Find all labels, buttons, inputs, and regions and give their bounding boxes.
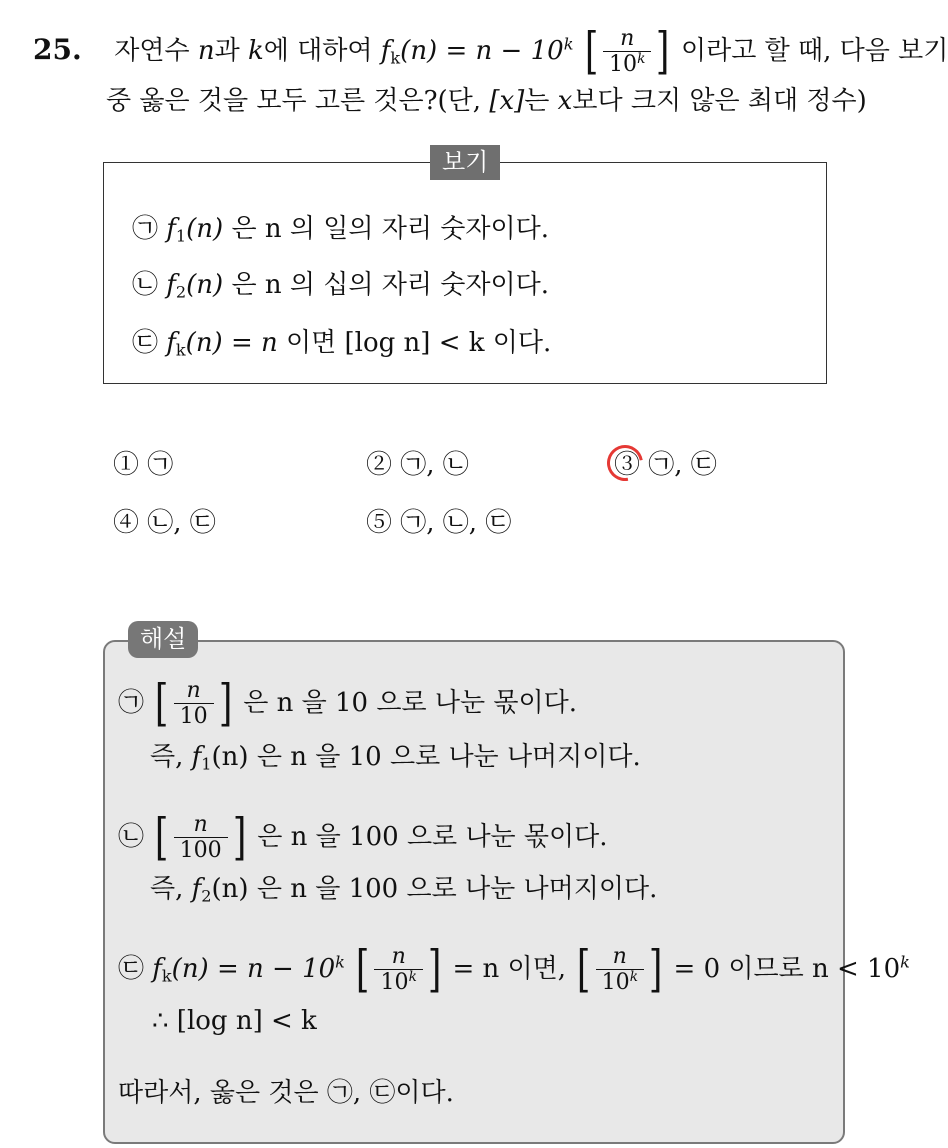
choice-num-2: ② — [366, 450, 393, 480]
solution-c-line-1: ㉢ $f_k(n) = n - 10^k$ [ $\frac{n}{10^k}$ ] = n 이면, [ $\frac{n}{10^k}$ ] = 0 이므로 $n < 10^k$ — [118, 940, 910, 999]
choice-4[interactable] — [113, 510, 216, 536]
solution-a-mark: ㉠ — [118, 687, 145, 718]
solution-label: 해설 — [128, 621, 198, 658]
question-number: 25. — [33, 33, 82, 67]
q-func-f: f — [380, 36, 391, 67]
choice-num-5: ⑤ — [366, 508, 393, 538]
choice-text-2: ㉠, ㉡ — [400, 450, 469, 480]
solution-a-line-2: 즉, $f_1(n)$ 은 n 을 10 으로 나눈 나머지이다. — [150, 742, 641, 774]
choice-num-4: ④ — [113, 508, 140, 538]
bracket-right: ] — [656, 22, 670, 81]
q-func-sub: k — [390, 48, 401, 68]
solution-c-fraction-1: $\frac{n}{10^k}$ — [374, 944, 422, 996]
question-line-2 — [106, 88, 867, 114]
choice-2[interactable] — [366, 452, 469, 478]
q-frac-num: n — [603, 26, 651, 52]
q2-text-2: 는 — [524, 86, 558, 116]
choice-text-3: ㉠, ㉢ — [648, 450, 717, 480]
choice-num-1: ① — [113, 450, 140, 480]
q-func-exp: k — [563, 34, 574, 54]
solution-a-line-1: ㉠ [ $\frac{n}{10}$ ] 은 n 을 10 으로 나눈 몫이다. — [118, 674, 577, 733]
q2-var-x: x — [557, 86, 573, 116]
q-text-2: 과 — [214, 36, 249, 67]
bogi-mark-2: ㉡ — [132, 270, 159, 300]
solution-b-fraction: $\frac{n}{100}$ — [174, 812, 228, 864]
choice-text-4: ㉡, ㉢ — [147, 508, 216, 538]
bogi-mark-1: ㉠ — [132, 214, 159, 244]
bogi-item-1: ㉠ $f_1(n)$ 은 n 의 일의 자리 숫자이다. — [132, 214, 549, 246]
q-text-1: 자연수 — [114, 36, 198, 67]
q-frac-den: 10$^k$ — [609, 51, 646, 78]
solution-c-fraction-2: $\frac{n}{10^k}$ — [596, 944, 644, 996]
q-fraction — [603, 26, 651, 78]
q2-floor: [x] — [489, 86, 525, 116]
bracket-left: [ — [584, 22, 599, 81]
solution-b-line-2: 즉, $f_2(n)$ 은 n 을 100 으로 나눈 나머지이다. — [150, 874, 658, 906]
bogi-mark-3: ㉢ — [132, 328, 159, 358]
choice-5[interactable] — [366, 510, 511, 536]
q-func-eq: = n − 10 — [437, 36, 564, 67]
choice-num-3: ③ — [614, 450, 641, 480]
bogi-item-3: ㉢ $f_k(n) = n$ 이면 [log n] < k 이다. — [132, 328, 552, 360]
solution-conclusion: 따라서, 옳은 것은 ㉠, ㉢이다. — [118, 1078, 454, 1108]
choice-text-1: ㉠ — [147, 450, 174, 480]
question-line-1 — [33, 22, 948, 81]
answer-circle-mark — [600, 438, 650, 488]
q-func-arg: (n) — [400, 36, 438, 67]
choice-text-5: ㉠, ㉡, ㉢ — [400, 508, 512, 538]
bogi-item-2: ㉡ $f_2(n)$ 은 n 의 십의 자리 숫자이다. — [132, 270, 549, 302]
solution-a-fraction: $\frac{n}{10}$ — [174, 678, 214, 730]
q-var-k: k — [248, 36, 264, 67]
solution-b-line-1: ㉡ [ $\frac{n}{100}$ ] 은 n 을 100 으로 나눈 몫이다. — [118, 808, 608, 867]
q-var-n: n — [197, 36, 215, 67]
choice-1[interactable] — [113, 452, 173, 478]
q-text-4: 이라고 할 때, 다음 보기 — [672, 36, 948, 67]
q2-text-1: 중 옳은 것을 모두 고른 것은?(단, — [106, 86, 490, 116]
q2-text-3: 보다 크지 않은 최대 정수) — [572, 86, 867, 116]
bogi-label: 보기 — [430, 145, 500, 180]
q-text-3: 에 대하여 — [263, 36, 381, 67]
solution-c-mark: ㉢ — [118, 954, 145, 985]
solution-c-line-2: ∴ [log n] < k — [152, 1006, 317, 1036]
solution-b-mark: ㉡ — [118, 821, 145, 852]
